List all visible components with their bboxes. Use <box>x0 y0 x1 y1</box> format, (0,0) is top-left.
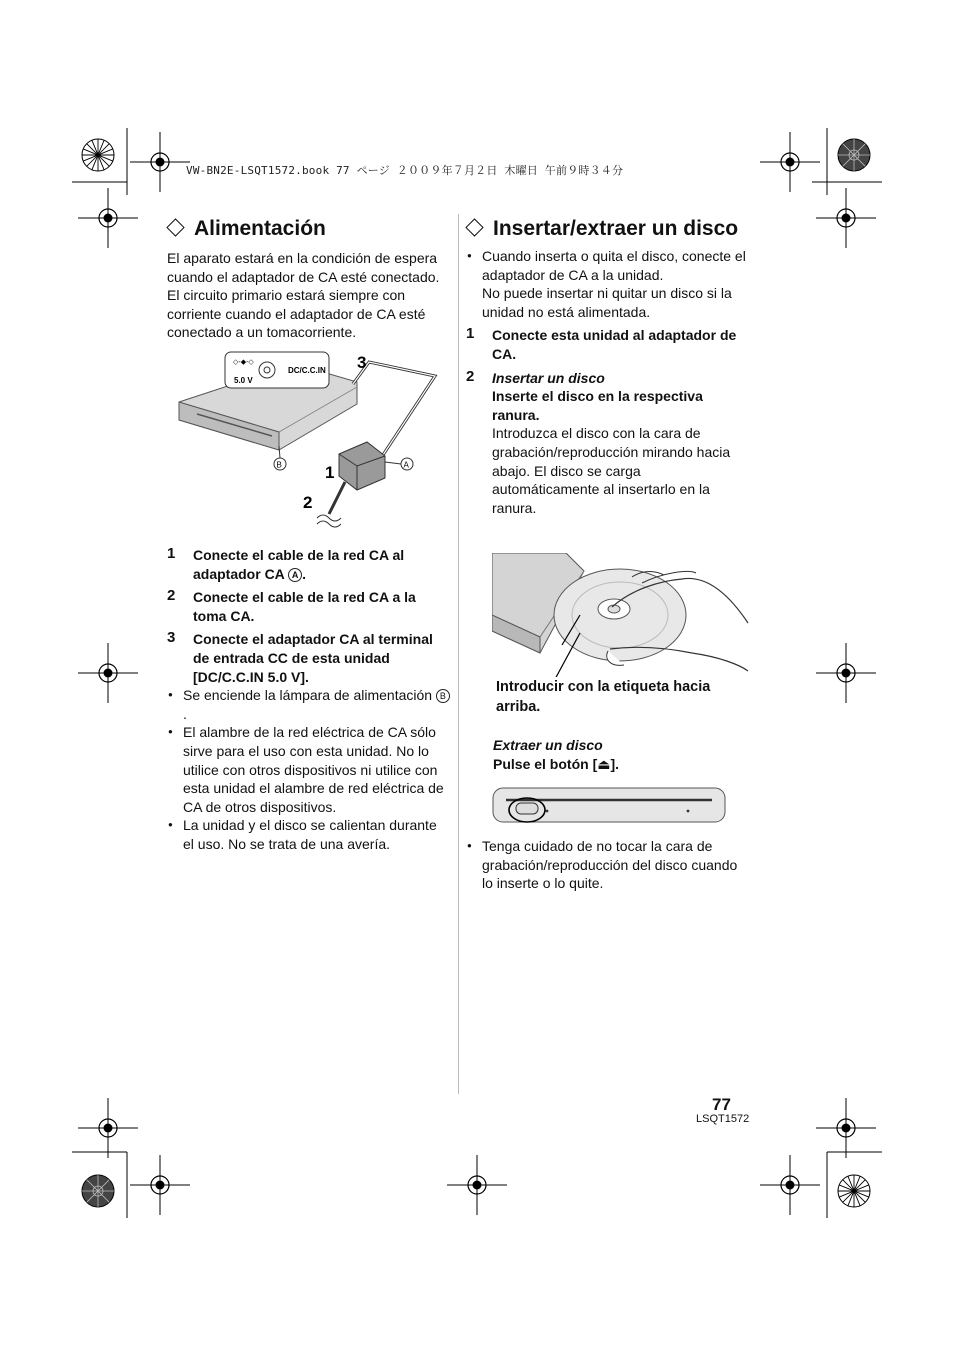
callout-a: A <box>403 460 409 470</box>
step-3: 3 Conecte el adaptador CA al terminal de entrada CC de esta unidad [DC/C.C.IN 5.0 V]. <box>167 629 433 685</box>
bullet-heat: ● La unidad y el disco se calientan durante el uso. No se trata de una avería. <box>167 816 451 853</box>
section-title: Alimentación <box>167 216 451 241</box>
svg-text:◇-◆-◇: ◇-◆-◇ <box>233 358 254 366</box>
step-1: 1 Conecte el cable de la red CA al adaptador CA A . <box>167 544 405 582</box>
print-header: VW-BN2E-LSQT1572.book 77 ページ ２００９年７月２日 木曜日 午前９時３４分 <box>186 164 624 177</box>
callout-b: B <box>276 460 282 470</box>
bullet-end-block <box>466 837 750 893</box>
diamond-icon <box>166 218 184 236</box>
eject-heading: Extraer un disco <box>493 737 603 753</box>
section-title: Insertar/extraer un disco <box>466 216 750 241</box>
bullet-care: ● Tenga cuidado de no tocar la cara de grabación/reproducción del disco cuando lo inserte o lo quite. <box>466 837 750 893</box>
page-number: 77 <box>712 1095 731 1114</box>
eject-instruction: Pulse el botón [⏏]. <box>493 755 620 772</box>
eject-icon: ⏏ <box>597 755 611 772</box>
voltage-label: 5.0 V <box>234 375 253 385</box>
bullet-power-lamp: ● Se enciende la lámpara de alimentación B. <box>167 686 451 723</box>
section-alimentacion <box>167 216 451 853</box>
section-insertar-extraer <box>466 216 750 517</box>
insert-description: Introduzca el disco con la cara de grabación/reproducción mirando hacia abajo. El disco se carga automáticamente al insertarlo en la ranura. <box>492 425 731 516</box>
figure-caption: Introducir con la etiqueta hacia arriba. <box>496 679 711 715</box>
disc-insert-illustration <box>492 553 752 677</box>
model-code: LSQT1572 <box>696 1113 750 1125</box>
bullet-intro: ● Cuando inserta o quita el disco, conecte el adaptador de CA a la unidad. No puede insertar ni quitar un disco si la unidad no está alimentada. <box>466 247 750 321</box>
intro-paragraph: El aparato estará en la condición de espera cuando el adaptador de CA esté conectado. El circuito primario estará siempre con corriente cuando el adaptador de CA esté conectado a un tomacorriente. <box>167 250 440 341</box>
insert-heading: Insertar un disco <box>492 369 605 386</box>
eject-button-illustration <box>492 787 728 827</box>
bullet-ac-cord: ● El alambre de la red eléctrica de CA sólo sirve para el uso con esta unidad. No lo utilice con otros dispositivos ni utilice con esta unidad el alambre de red eléctrica de CA de otros dispositivos. <box>167 723 451 816</box>
figure-label-1: 1 <box>325 462 335 482</box>
diamond-icon <box>465 218 483 236</box>
figure-label-2: 2 <box>303 492 313 512</box>
step-1: 1 Conecte esta unidad al adaptador de CA. <box>466 325 737 362</box>
figure-label-3: 3 <box>357 352 367 372</box>
terminal-label: DC/C.C.IN <box>288 365 326 375</box>
power-adapter-illustration <box>167 342 451 540</box>
insert-instruction: Inserte el disco en la respectiva ranura. <box>492 388 703 423</box>
step-2: 2 Insertar un disco Inserte el disco en la respectiva ranura. Introduzca el disco con la cara de grabación/reproducción mirando hacia abajo. El disco se carga automáticamente al insertarlo en la ranura. <box>466 369 750 518</box>
figure-power-connection <box>167 342 451 540</box>
column-divider <box>458 214 459 1094</box>
step-2: 2 Conecte el cable de la red CA a la toma CA. <box>167 587 416 624</box>
eject-section <box>493 736 753 773</box>
